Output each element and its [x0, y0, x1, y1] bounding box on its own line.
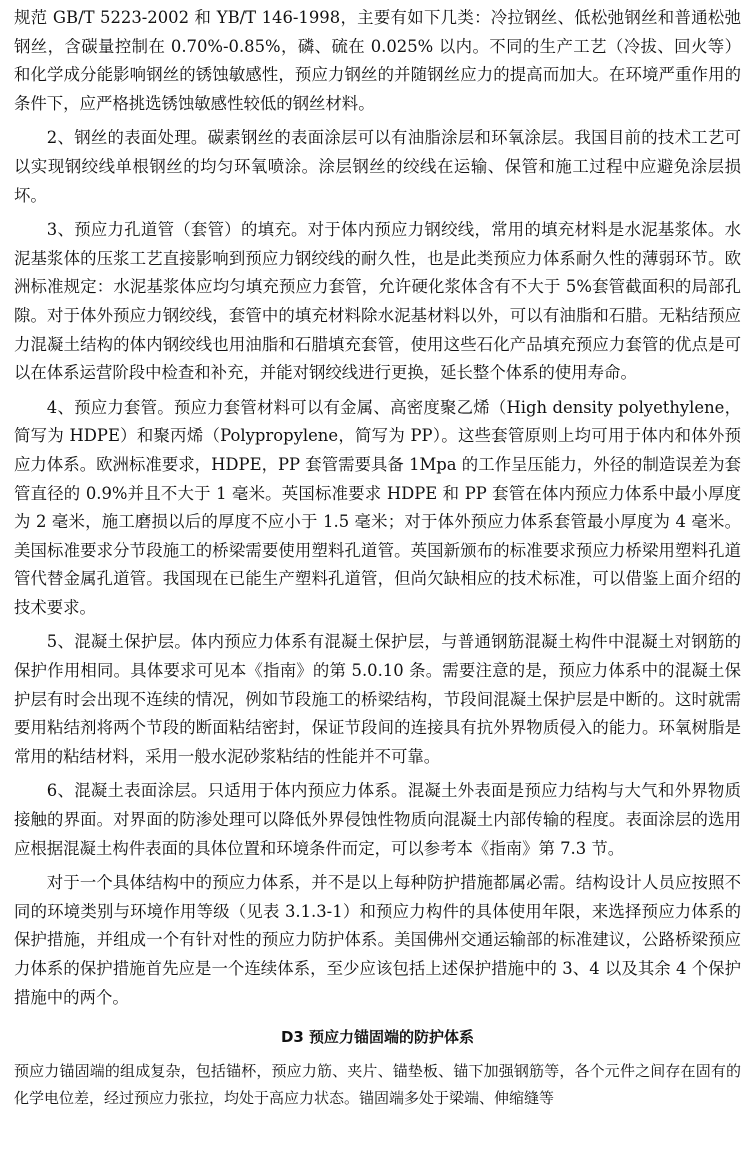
paragraph-steel-wire-types: 规范 GB/T 5223-2002 和 YB/T 146-1998，主要有如下几类：冷拉钢丝、低松弛钢丝和普通松弛钢丝，含碳量控制在 0.70%-0.85%，磷、硫在 0.025% 以内。不同的生产工艺（冷拔、回火等）和化学成分能影响钢丝的锈蚀敏感性，预应力钢丝的并随钢丝应力的提高而加大。在环境严重作用的条件下，应严格挑选锈蚀敏感性较低的钢丝材料。	[14, 8, 741, 113]
paragraph-anchorage-intro: 预应力锚固端的组成复杂，包括锚杯，预应力筋、夹片、锚垫板、锚下加强钢筋等，各个元件之间存在固有的化学电位差，经过预应力张拉，均处于高应力状态。锚固端多处于梁端、伸缩缝等	[14, 1062, 741, 1108]
paragraph-concrete-cover: 5、混凝土保护层。体内预应力体系有混凝土保护层，与普通钢筋混凝土构件中混凝土对钢筋的保护作用相同。具体要求可见本《指南》的第 5.0.10 条。需要注意的是，预应力体系中的混凝土保护层有时会出现不连续的情况，例如节段施工的桥梁结构，节段间混凝土保护层是中断的。这时就需要用粘结剂将两个节段的断面粘结密封，保证节段间的连接具有抗外界物质侵入的能力。环氧树脂是常用的粘结材料，采用一般水泥砂浆粘结的性能并不可靠。	[14, 632, 741, 766]
paragraph-prestress-duct: 4、预应力套管。预应力套管材料可以有金属、高密度聚乙烯（High density polyethylene，简写为 HDPE）和聚丙烯（Polypropylene，简写为 PP）。这些套管原则上均可用于体内和体外预应力体系。欧洲标准要求，HDPE，PP 套管需要具备 1Mpa 的工作呈压能力，外径的制造误差为套管直径的 0.9%并且不大于 1 毫米。英国标准要求 HDPE 和 PP 套管在体内预应力体系中最小厚度为 2 毫米，施工磨损以后的厚度不应小于 1.5 毫米；对于体外预应力体系套管最小厚度为 4 毫米。美国标准要求分节段施工的桥梁需要使用塑料孔道管。英国新颁布的标准要求预应力桥梁用塑料孔道管代替金属孔道管。我国现在已能生产塑料孔道管，但尚欠缺相应的技术标准，可以借鉴上面介绍的技术要求。	[14, 397, 741, 617]
paragraph-surface-coating: 6、混凝土表面涂层。只适用于体内预应力体系。混凝土外表面是预应力结构与大气和外界物质接触的界面。对界面的防渗处理可以降低外界侵蚀性物质向混凝土内部传输的程度。表面涂层的选用应根据混凝土构件表面的具体位置和环境条件而定，可以参考本《指南》第 7.3 节。	[14, 781, 741, 858]
paragraph-duct-filling: 3、预应力孔道管（套管）的填充。对于体内预应力钢绞线，常用的填充材料是水泥基浆体。水泥基浆体的压浆工艺直接影响到预应力钢绞线的耐久性，也是此类预应力体系耐久性的薄弱环节。欧洲标准规定：水泥基浆体应均匀填充预应力套管，允许硬化浆体含有不大于 5%套管截面积的局部孔隙。对于体外预应力钢绞线，套管中的填充材料除水泥基材料以外，可以有油脂和石腊。无粘结预应力混凝土结构的体内钢绞线也用油脂和石腊填充套管，使用这些石化产品填充预应力套管的优点是可以在体系运营阶段中检查和补充，并能对钢绞线进行更换，延长整个体系的使用寿命。	[14, 220, 741, 383]
paragraph-wire-surface-treatment: 2、钢丝的表面处理。碳素钢丝的表面涂层可以有油脂涂层和环氧涂层。我国目前的技术工艺可以实现钢绞线单根钢丝的均匀环氧喷涂。涂层钢丝的绞线在运输、保管和施工过程中应避免涂层损坏。	[14, 128, 741, 205]
paragraph-protection-system-summary: 对于一个具体结构中的预应力体系，并不是以上每种防护措施都属必需。结构设计人员应按照不同的环境类别与环境作用等级（见表 3.1.3-1）和预应力构件的具体使用年限，来选择预应力体系的保护措施，并组成一个有针对性的预应力防护体系。美国佛州交通运输部的标准建议，公路桥梁预应力体系的保护措施首先应是一个连续体系，至少应该包括上述保护措施中的 3、4 以及其余 4 个保护措施中的两个。	[14, 873, 741, 1007]
section-heading-d3: D3 预应力锚固端的防护体系	[280, 1028, 475, 1047]
